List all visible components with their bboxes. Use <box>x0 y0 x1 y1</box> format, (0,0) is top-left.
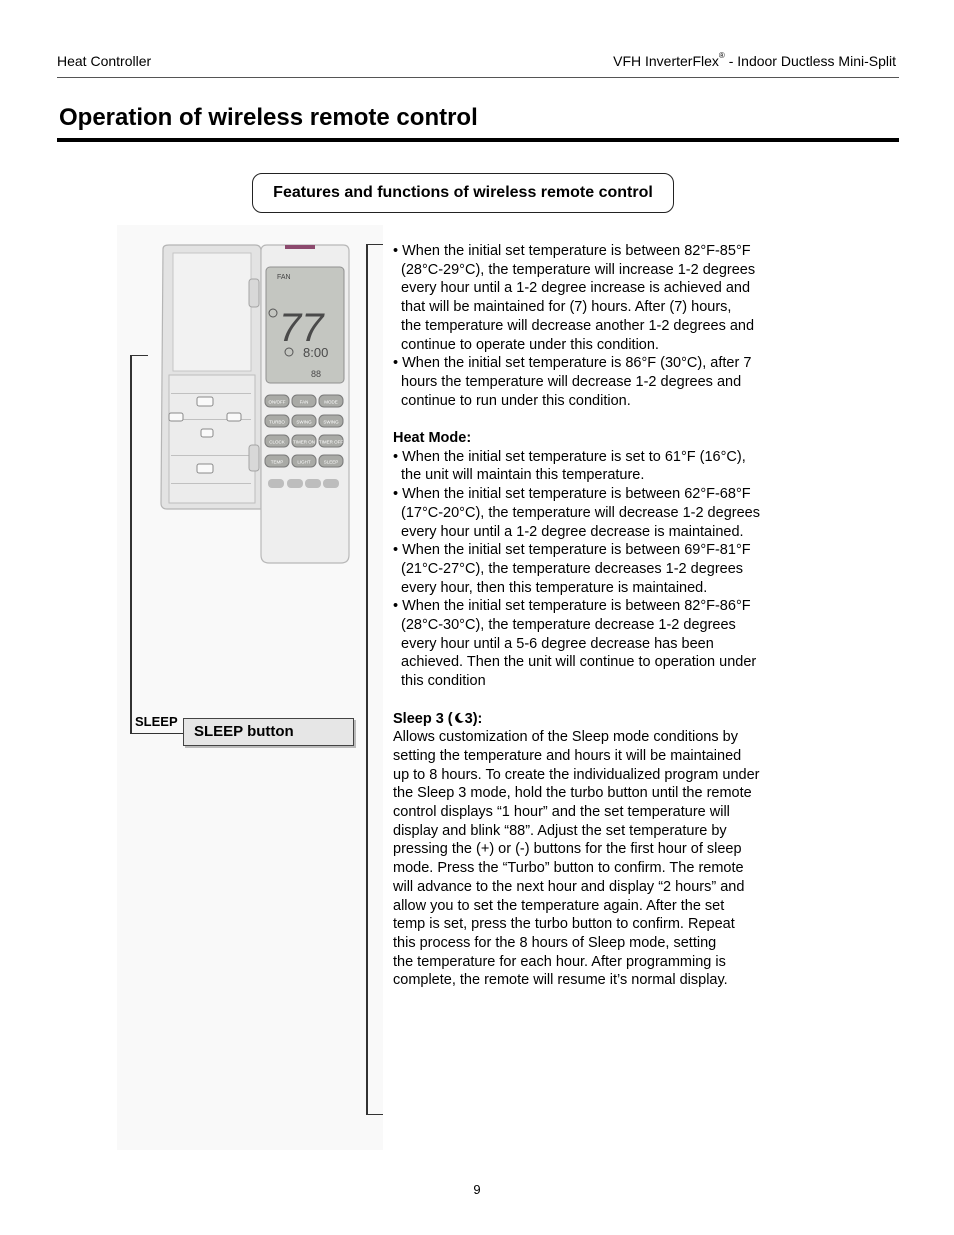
text-line: (21°C-27°C), the temperature decreases 1-2 degrees <box>401 560 744 577</box>
text-line: every hour until a 5-6 degree decrease has been <box>401 635 714 652</box>
text-line: control displays “1 hour” and the set temperature will <box>393 804 730 821</box>
remote-control-illustration <box>155 243 355 565</box>
bracket-top <box>366 244 383 245</box>
remote-button-label: SWING <box>296 419 312 425</box>
text-line: (28°C-30°C), the temperature decrease 1-2 degrees <box>401 617 736 634</box>
text-line: hours the temperature will decrease 1-2 degrees and <box>401 373 742 390</box>
sleep-button-callout: SLEEP button <box>183 718 354 746</box>
heat-mode-section <box>393 448 793 691</box>
page-number: 9 <box>473 1182 481 1197</box>
header-right <box>613 53 896 69</box>
remote-button-label: MODE <box>324 399 338 405</box>
text-line: • When the initial set temperature is set to 61°F (16°C), <box>393 448 746 465</box>
text-line: every hour until a 1-2 degree increase is achieved and <box>401 280 751 297</box>
header-left: Heat Controller <box>57 53 152 69</box>
text-line: Allows customization of the Sleep mode conditions by <box>393 729 738 746</box>
registered-mark: ® <box>718 51 725 60</box>
text-line: this condition <box>401 673 486 690</box>
text-line: pressing the (+) or (-) buttons for the first hour of sleep <box>393 841 742 858</box>
sleep3-heading-pre: Sleep 3 ( <box>393 710 453 727</box>
remote-button-label: TURBO <box>269 419 285 425</box>
text-line: • When the initial set temperature is between 62°F-68°F <box>393 486 751 503</box>
remote-button-label: TIMER ON <box>293 439 315 445</box>
remote-button-label: LIGHT <box>297 459 311 465</box>
sleep3-section <box>393 728 793 990</box>
text-line: continue to run under this condition. <box>401 392 631 409</box>
text-line: achieved. Then the unit will continue to operation under <box>401 654 757 671</box>
text-line: this process for the 8 hours of Sleep mode, setting <box>393 934 717 951</box>
text-line: that will be maintained for (7) hours. After (7) hours, <box>401 299 732 316</box>
remote-button-label: SWING <box>323 419 339 425</box>
header-product-tail: - Indoor Ductless Mini-Split <box>724 53 896 69</box>
text-line: every hour, then this temperature is maintained. <box>401 579 708 596</box>
text-line: • When the initial set temperature is between 82°F-86°F <box>393 598 751 615</box>
text-line: allow you to set the temperature again. After the set <box>393 897 725 914</box>
text-line: setting the temperature and hours it will be maintained <box>393 747 742 764</box>
remote-button-label: TEMP <box>270 459 284 465</box>
callout-line-top <box>130 355 148 356</box>
cool-continued-section <box>393 242 793 410</box>
sleep3-heading <box>393 710 793 729</box>
text-line: continue to operate under this condition. <box>401 336 659 353</box>
heat-mode-heading: Heat Mode: <box>393 430 472 447</box>
text-line: • When the initial set temperature is between 82°F-85°F <box>393 243 751 259</box>
text-line: • When the initial set temperature is between 69°F-81°F <box>393 542 751 559</box>
header-rule <box>57 77 899 78</box>
text-line: (28°C-29°C), the temperature will increase 1-2 degrees <box>401 261 756 278</box>
moon-icon <box>453 712 465 724</box>
callout-line-bottom <box>130 733 183 734</box>
bracket-bottom <box>366 1114 383 1115</box>
text-line: the temperature for each hour. After programming is <box>393 953 726 970</box>
text-line: • When the initial set temperature is 86°F (30°C), after 7 <box>393 355 752 372</box>
remote-button-label: ON/OFF <box>268 399 286 405</box>
remote-button-label: TIMER OFF <box>318 439 344 445</box>
lcd-temperature: 77 <box>279 306 324 350</box>
lcd-fan-label: FAN <box>277 274 291 281</box>
lcd-bottom-digits: 88 <box>311 369 322 379</box>
header-product: VFH InverterFlex <box>613 53 719 69</box>
text-line: (17°C-20°C), the temperature will decrease 1-2 degrees <box>401 504 760 521</box>
text-line: mode. Press the “Turbo” button to confirm. The remote <box>393 860 744 877</box>
text-line: the temperature will decrease another 1-2 degrees and <box>401 317 755 334</box>
text-line: display and blink “88”. Adjust the set temperature by <box>393 822 727 839</box>
text-line: every hour until a 1-2 degree decrease is maintained. <box>401 523 744 540</box>
remote-button-label: FAN <box>299 399 309 405</box>
text-line: up to 8 hours. To create the individualized program under <box>393 766 760 783</box>
description-column <box>393 242 793 990</box>
remote-button-label: SLEEP <box>323 459 339 465</box>
page-title: Operation of wireless remote control <box>59 104 478 131</box>
text-line: complete, the remote will resume it’s normal display. <box>393 972 728 989</box>
callout-line <box>130 355 132 733</box>
text-line: will advance to the next hour and display “2 hours” and <box>393 878 745 895</box>
text-line: the Sleep 3 mode, hold the turbo button until the remote <box>393 785 752 802</box>
title-rule <box>57 138 899 142</box>
lcd-time: 8:00 <box>303 345 329 360</box>
remote-button-label: CLOCK <box>269 439 285 445</box>
text-line: the unit will maintain this temperature. <box>401 467 645 484</box>
text-line: temp is set, press the turbo button to confirm. Repeat <box>393 916 735 933</box>
bracket-line <box>366 244 368 1115</box>
sleep-label: SLEEP <box>135 714 178 729</box>
sleep3-heading-post: 3): <box>464 710 483 727</box>
features-title-box: Features and functions of wireless remote control <box>252 173 674 213</box>
